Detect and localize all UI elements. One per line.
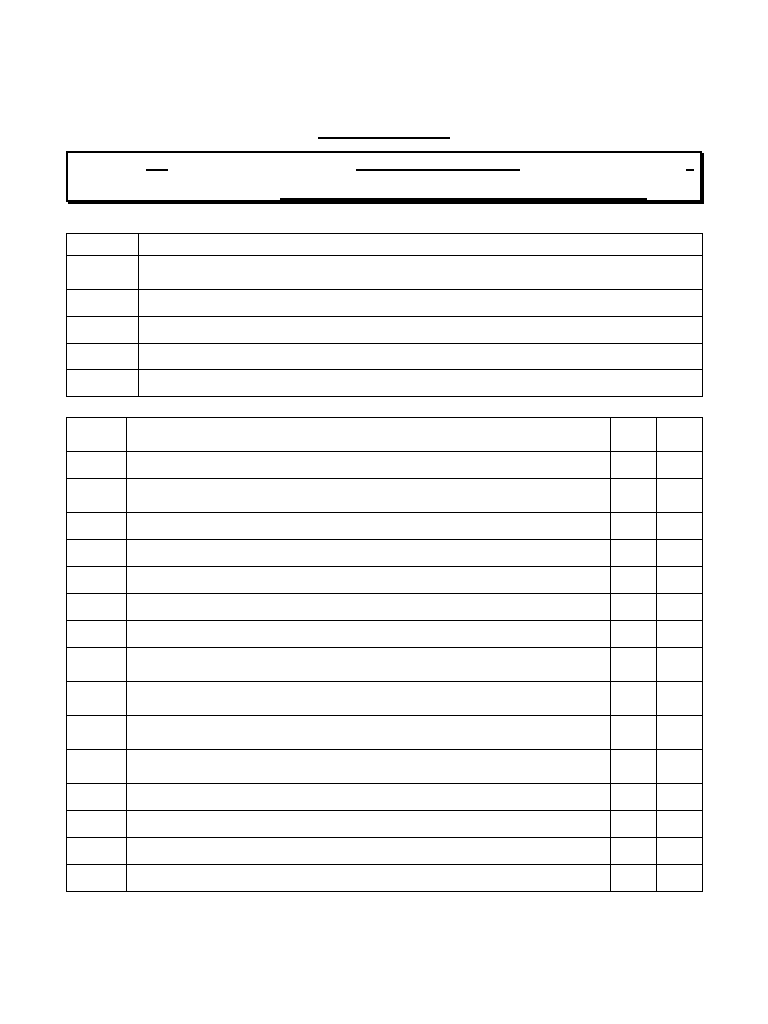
table-row [67,452,703,479]
item-cell [127,452,611,479]
info-table [66,233,703,397]
table-row [67,418,703,452]
item-cell [127,750,611,784]
check-cell-a[interactable] [611,838,657,865]
row-number-cell [67,479,127,513]
info-value-cell[interactable] [139,317,703,344]
info-value-cell[interactable] [139,370,703,397]
item-cell [127,594,611,621]
row-number-cell [67,750,127,784]
check-cell-b[interactable] [657,567,703,594]
item-cell [127,540,611,567]
table-row [67,256,703,290]
row-number-cell [67,838,127,865]
row-number-cell [67,567,127,594]
check-cell-b[interactable] [657,594,703,621]
check-cell-a[interactable] [611,452,657,479]
table-row [67,317,703,344]
row-number-cell [67,418,127,452]
item-cell [127,811,611,838]
item-cell [127,784,611,811]
check-cell-b[interactable] [657,513,703,540]
table-row [67,594,703,621]
info-value-cell[interactable] [139,234,703,256]
row-number-cell [67,865,127,892]
check-cell-a[interactable] [611,682,657,716]
row-number-cell [67,648,127,682]
check-cell-b[interactable] [657,750,703,784]
info-label-cell [67,290,139,317]
check-cell-a[interactable] [611,648,657,682]
item-cell [127,479,611,513]
table-row [67,621,703,648]
table-row [67,234,703,256]
check-cell-a[interactable] [611,865,657,892]
check-cell-b[interactable] [657,811,703,838]
check-cell-b[interactable] [657,865,703,892]
table-row [67,567,703,594]
table-row [67,750,703,784]
check-cell-b[interactable] [657,418,703,452]
row-number-cell [67,594,127,621]
item-cell [127,716,611,750]
check-cell-a[interactable] [611,750,657,784]
row-number-cell [67,682,127,716]
row-number-cell [67,621,127,648]
item-cell [127,513,611,540]
item-cell [127,865,611,892]
item-cell [127,418,611,452]
check-cell-a[interactable] [611,567,657,594]
check-cell-a[interactable] [611,811,657,838]
table-row [67,513,703,540]
info-label-cell [67,256,139,290]
item-cell [127,567,611,594]
check-cell-b[interactable] [657,838,703,865]
table-row [67,716,703,750]
check-cell-b[interactable] [657,540,703,567]
check-cell-b[interactable] [657,784,703,811]
check-cell-b[interactable] [657,621,703,648]
check-cell-a[interactable] [611,418,657,452]
check-cell-b[interactable] [657,452,703,479]
item-cell [127,621,611,648]
row-number-cell [67,716,127,750]
checklist-table [66,417,703,892]
table-row [67,540,703,567]
row-number-cell [67,784,127,811]
check-cell-a[interactable] [611,540,657,567]
info-value-cell[interactable] [139,344,703,370]
item-cell [127,648,611,682]
row-number-cell [67,540,127,567]
table-row [67,865,703,892]
table-row [67,344,703,370]
check-cell-b[interactable] [657,716,703,750]
info-value-cell[interactable] [139,290,703,317]
info-label-cell [67,317,139,344]
check-cell-a[interactable] [611,513,657,540]
item-cell [127,838,611,865]
check-cell-a[interactable] [611,716,657,750]
row-number-cell [67,513,127,540]
check-cell-a[interactable] [611,621,657,648]
info-label-cell [67,234,139,256]
info-label-cell [67,344,139,370]
header-field-line[interactable] [356,169,520,171]
table-row [67,784,703,811]
table-row [67,682,703,716]
table-row [67,838,703,865]
item-cell [127,682,611,716]
check-cell-a[interactable] [611,594,657,621]
header-field-line[interactable] [146,169,168,171]
row-number-cell [67,811,127,838]
header-field-line[interactable] [686,169,694,171]
check-cell-b[interactable] [657,479,703,513]
info-value-cell[interactable] [139,256,703,290]
check-cell-b[interactable] [657,648,703,682]
check-cell-a[interactable] [611,479,657,513]
check-cell-a[interactable] [611,784,657,811]
check-cell-b[interactable] [657,682,703,716]
header-box [66,151,702,202]
table-row [67,479,703,513]
title-underline [318,137,450,139]
table-row [67,370,703,397]
header-field-line[interactable] [280,198,647,200]
table-row [67,811,703,838]
table-row [67,290,703,317]
row-number-cell [67,452,127,479]
info-label-cell [67,370,139,397]
table-row [67,648,703,682]
